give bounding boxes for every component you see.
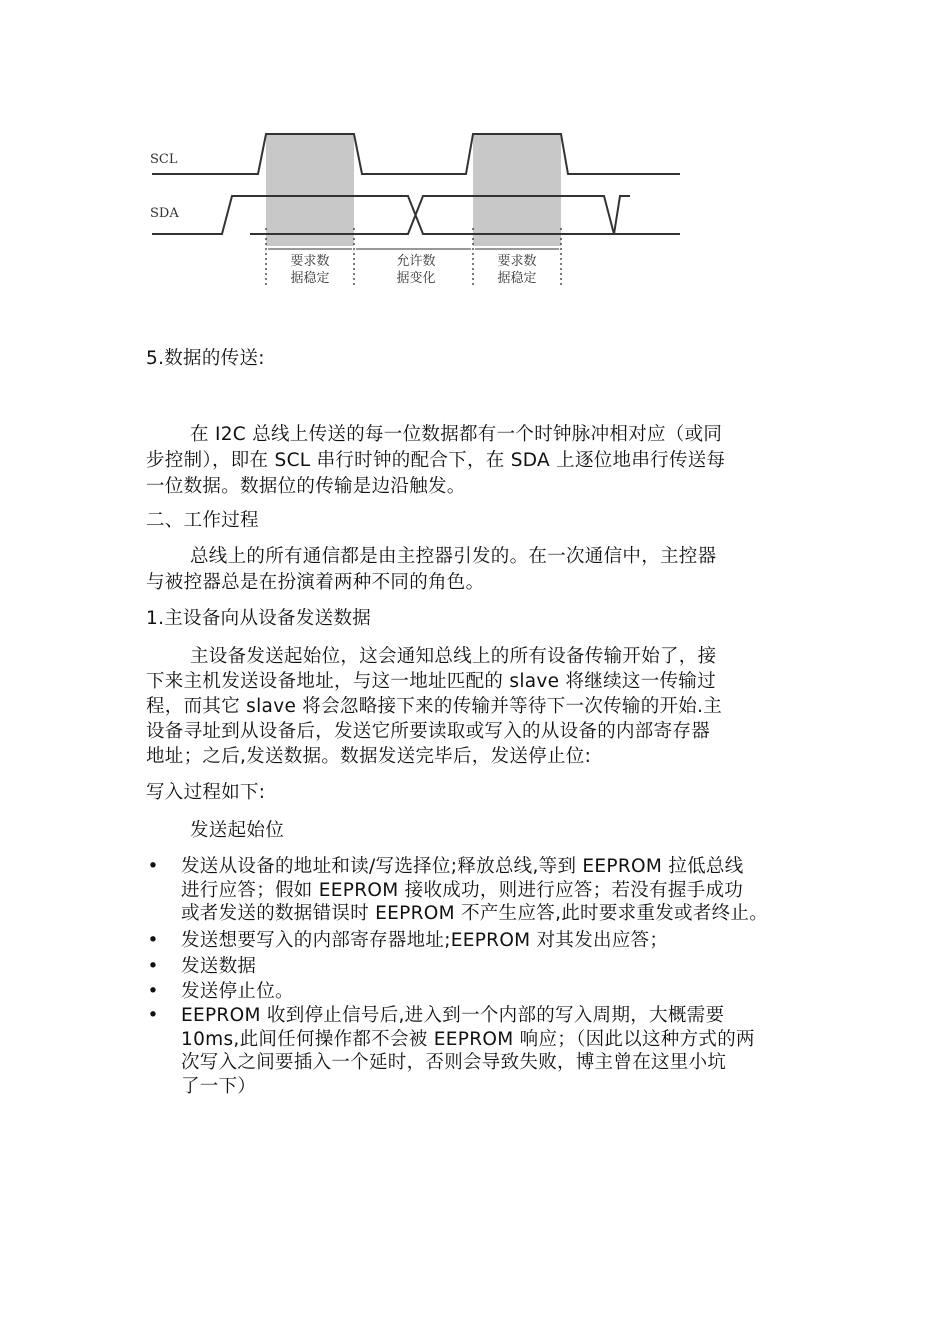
bullet-dot: • [147,856,159,877]
work-para-line-1: 总线上的所有通信都是由主控器引发的。在一次通信中，主控器 [190,546,717,567]
bullet-dot: • [147,981,159,1002]
region-3-label-line1: 要求数 [497,254,537,269]
sub-1-para-line-4: 设备寻址到从设备后，发送它所要读取或写入的从设备的内部寄存器 [146,721,711,742]
bullet-1-line-3: 或者发送的数据错误时 EEPROM 不产生应答,此时要求重发或者终止。 [181,903,769,924]
bullet-5-line-2: 10ms,此间任何操作都不会被 EEPROM 响应；（因此以这种方式的两 [181,1028,755,1050]
bullet-5-line-3: 次写入之间要插入一个延时，否则会导致失败，博主曾在这里小坑 [181,1052,727,1073]
bullet-1-line-1: 发送从设备的地址和读/写选择位;释放总线,等到 EEPROM 拉低总线 [181,856,744,877]
stable-region-2 [473,134,561,246]
bullet-2-line-1: 发送想要写入的内部寄存器地址;EEPROM 对其发出应答； [181,930,669,951]
region-1-label-line2: 据稳定 [290,271,330,286]
bullet-dot: • [147,1005,159,1026]
bullet-1-line-2: 进行应答；假如 EEPROM 接收成功，则进行应答；若没有握手成功 [181,879,744,901]
sub-1-para-line-5: 地址；之后,发送数据。数据发送完毕后，发送停止位: [146,746,592,767]
sub-1-para-line-3: 程，而其它 slave 将会忽略接下来的传输并等待下一次传输的开始.主 [146,696,723,717]
section-5-para-line-3: 一位数据。数据位的传输是边沿触发。 [146,476,466,497]
region-3-label-line2: 据稳定 [497,271,537,286]
scl-label: SCL [150,152,178,167]
work-para-line-2: 与被控器总是在扮演着两种不同的角色。 [146,572,485,593]
region-2-label-line2: 据变化 [396,271,436,286]
bullet-4-line-1: 发送停止位。 [181,981,294,1002]
sub-1-para-line-2: 下来主机发送设备地址，与这一地址匹配的 slave 将继续这一传输过 [146,671,716,692]
region-2-label-line1: 允许数 [396,254,436,269]
bullet-5-line-1: EEPROM 收到停止信号后,进入到一个内部的写入周期，大概需要 [181,1005,725,1026]
sub-1-para-line-1: 主设备发送起始位，这会通知总线上的所有设备传输开始了，接 [190,646,717,667]
region-1-label-line1: 要求数 [290,254,330,269]
sda-label: SDA [150,206,179,221]
stable-region-1 [266,134,354,246]
section-5-title: 5.数据的传送: [146,348,265,369]
i2c-timing-diagram [140,120,700,300]
section-5-para-line-2: 步控制），即在 SCL 串行时钟的配合下，在 SDA 上逐位地串行传送每 [146,450,726,471]
work-process-heading: 二、工作过程 [146,510,259,531]
write-start: 发送起始位 [190,820,285,841]
bullet-5-line-4: 了一下） [181,1075,257,1097]
sub-1-title: 1.主设备向从设备发送数据 [146,608,372,629]
bullet-dot: • [147,930,159,951]
bullet-dot: • [147,956,159,977]
scl-waveform [152,134,680,174]
write-intro: 写入过程如下: [146,782,266,803]
section-5-para-line-1: 在 I2C 总线上传送的每一位数据都有一个时钟脉冲相对应（或同 [190,424,723,445]
bullet-3-line-1: 发送数据 [181,956,257,977]
